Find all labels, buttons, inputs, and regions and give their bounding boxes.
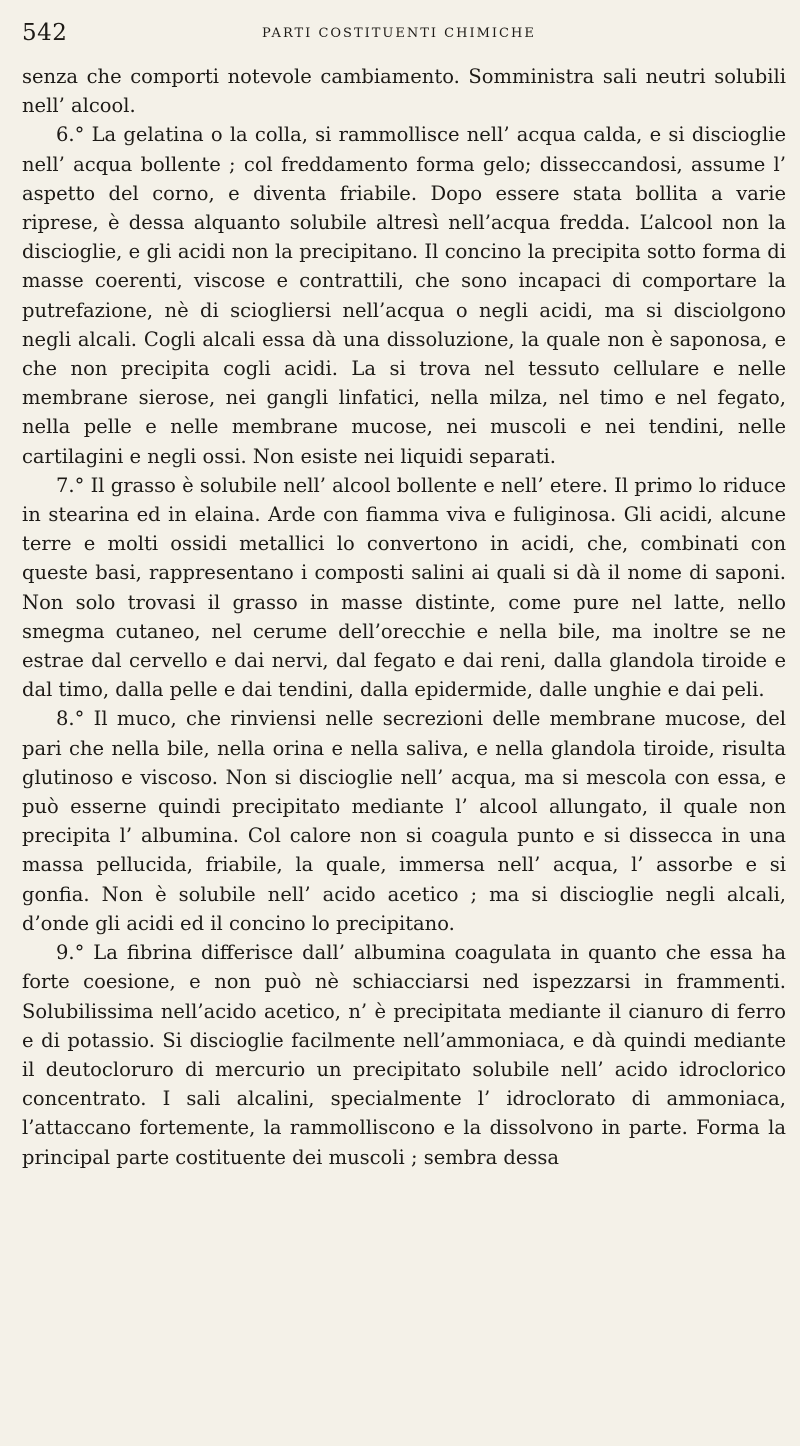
book-page [22, 14, 786, 1434]
body-text [22, 62, 786, 1172]
page-header [22, 14, 786, 62]
paragraph-muco: 8.° Il muco, che rinviensi nelle secrezioni delle membrane mucose, del pari che nella bile, nella orina e nella saliva, e nella glandola tiroide, risulta glutinoso e viscoso. Non si discioglie nell’ acqua, ma si mescola con essa, e può esserne quindi precipitato mediante l’ alcool allungato, il quale non precipita l’ albumina. Col calore non si coagula punto e si dissecca in una massa pellucida, friabile, la quale, immersa nell’ acqua, l’ assorbe e si gonfia. Non è solubile nell’ acido acetico ; ma si discioglie negli alcali, d’onde gli acidi ed il concino lo precipitano. [22, 707, 786, 935]
page-number: 542 [22, 20, 68, 46]
running-head: PARTI COSTITUENTI CHIMICHE [262, 26, 536, 41]
paragraph-fibrina: 9.° La fibrina differisce dall’ albumina coagulata in quanto che essa ha forte coesione, e non può nè schiacciarsi ned ispezzarsi in frammenti. Solubilissima nell’acido acetico, n’ è precipitata mediante il cianuro di ferro e di potassio. Si discioglie facilmente nell’ammoniaca, e dà quindi mediante il deutocloruro di mercurio un precipitato solubile nell’ acido idroclorico concentrato. I sali alcalini, specialmente l’ idroclorato di ammoniaca, l’attaccano fortemente, la rammolliscono e la dissolvono in parte. Forma la principal parte costituente dei muscoli ; sembra dessa [22, 941, 786, 1169]
paragraph-continuation: senza che comporti notevole cambiamento. Somministra sali neutri solubili nell’ alcool. [22, 65, 786, 118]
paragraph-grasso: 7.° Il grasso è solubile nell’ alcool bollente e nell’ etere. Il primo lo riduce in stearina ed in elaina. Arde con fiamma viva e fuliginosa. Gli acidi, alcune terre e molti ossidi metallici lo convertono in acidi, che, combinati con queste basi, rappresentano i composti salini ai quali si dà il nome di saponi. Non solo trovasi il grasso in masse distinte, come pure nel latte, nello smegma cutaneo, nel cerume dell’orecchie e nella bile, ma inoltre se ne estrae dal cervello e dai nervi, dal fegato e dai reni, dalla glandola tiroide e dal timo, dalla pelle e dai tendini, dalla epidermide, dalle unghie e dai peli. [22, 473, 786, 702]
paragraph-gelatina: 6.° La gelatina o la colla, si rammollisce nell’ acqua calda, e si discioglie nell’ acqua bollente ; col freddamento forma gelo; disseccandosi, assume l’ aspetto del corno, e diventa friabile. Dopo essere stata bollita a varie riprese, è dessa alquanto solubile altresì nell’acqua fredda. L’alcool non la discioglie, e gli acidi non la precipitano. Il concino la precipita sotto forma di masse coerenti, viscose e contrattili, che sono incapaci di comportare la putrefazione, nè di sciogliersi nell’acqua o negli acidi, ma si disciolgono negli alcali. Cogli alcali essa dà una dissoluzione, la quale non è saponosa, e che non precipita cogli acidi. La si trova nel tessuto cellulare e nelle membrane sierose, nei gangli linfatici, nella milza, nel timo e nel fegato, nella pelle e nelle membrane mucose, nei muscoli e nei tendini, nelle cartilagini e negli ossi. Non esiste nei liquidi separati. [22, 123, 786, 468]
